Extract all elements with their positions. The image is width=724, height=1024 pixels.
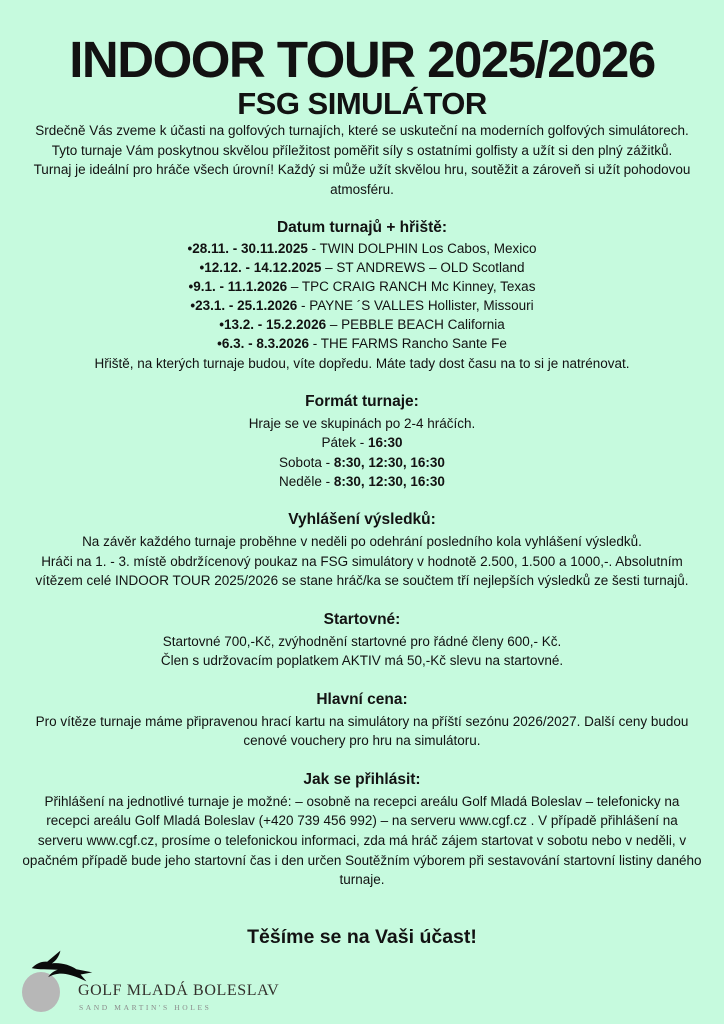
prize-section (22, 691, 702, 751)
tournament-date-row (22, 278, 702, 297)
dates-section (22, 219, 702, 373)
signup-heading: Jak se přihlásit: (303, 770, 421, 788)
day-times: 8:30, 12:30, 16:30 (333, 473, 445, 489)
tournament-venue: TWIN DOLPHIN Los Cabos, Mexico (319, 241, 537, 257)
tournament-date: •12.12. - 14.12.2025 (199, 260, 322, 276)
date-separator: - (311, 241, 317, 257)
date-separator: – (325, 260, 333, 276)
fees-heading: Startovné: (323, 610, 401, 628)
page-subtitle: FSG SIMULÁTOR (237, 86, 487, 122)
format-section (22, 393, 702, 491)
tournament-date-row (22, 316, 702, 335)
logo-club-name: GOLF MLADÁ BOLESLAV (78, 982, 280, 999)
golf-club-logo (20, 946, 280, 1016)
tournament-date-row (22, 335, 702, 354)
signup-section (22, 771, 702, 890)
day-times: 8:30, 12:30, 16:30 (333, 454, 445, 470)
fees-section (22, 611, 702, 671)
intro-paragraph-2: Turnaj je ideální pro hráče všech úrovní! Každý si může užít skvělou hru, soutěžit a zároveň si užít pohodovou atmosféru. (33, 162, 691, 197)
tournament-date: •6.3. - 8.3.2026 (217, 335, 309, 351)
format-day-row (22, 433, 702, 452)
page-title: INDOOR TOUR 2025/2026 (69, 31, 655, 88)
format-groups-line: Hraje se ve skupinách po 2-4 hráčích. (248, 416, 476, 432)
prize-heading: Hlavní cena: (316, 690, 408, 708)
logo-tagline: SAND MARTIN'S HOLES (79, 1003, 212, 1012)
day-label: Sobota - (279, 454, 331, 470)
tournament-venue: TPC CRAIG RANCH Mc Kinney, Texas (301, 279, 536, 295)
tournament-date: •9.1. - 11.1.2026 (188, 279, 288, 295)
results-heading: Vyhlášení výsledků: (288, 510, 436, 528)
date-separator: – (290, 279, 299, 295)
fees-line-1: Startovné 700,-Kč, zvýhodnění startovné pro řádné členy 600,- Kč. (162, 633, 562, 649)
date-separator: – (329, 316, 338, 332)
format-day-row (22, 453, 702, 472)
date-separator: - (301, 298, 306, 314)
results-paragraph-2: Hráči na 1. - 3. místě obdržícenový poukaz na FSG simulátory v hodnotě 2.500, 1.500 a 1000,-. Absolutním vítězem celé INDOOR TOUR 2025/2026 se stane hráč/ka se součtem tří nejlepších výsledků ze šesti turnajů. (35, 553, 689, 589)
tournament-date: •23.1. - 25.1.2026 (190, 298, 298, 314)
date-separator: - (312, 335, 318, 351)
results-section (22, 511, 702, 591)
tournament-date: •28.11. - 30.11.2025 (187, 241, 308, 257)
intro-paragraph-1: Srdečně Vás zveme k účasti na golfových turnajích, které se uskuteční na moderních golfových simulátorech. Tyto turnaje Vám poskytnou skvělou příležitost poměřit síly s ostatními golfisty a užít si den plný zážitků. (35, 123, 689, 158)
day-label: Neděle - (279, 473, 331, 489)
results-paragraph-1: Na závěr každého turnaje proběhne v neděli po odehrání posledního kola vyhlášení výsledků. (82, 533, 642, 549)
tournament-date-row (22, 259, 702, 278)
format-heading: Formát turnaje: (305, 393, 419, 411)
day-label: Pátek - (321, 435, 365, 451)
tournament-date-row (22, 240, 702, 259)
prize-text: Pro vítěze turnaje máme připravenou hrací kartu na simulátory na příští sezónu 2026/2027. Další ceny budou cenové vouchery pro hru na simulátoru. (35, 713, 689, 749)
day-times: 16:30 (368, 435, 403, 451)
fees-line-2: Člen s udržovacím poplatkem AKTIV má 50,-Kč slevu na startovné. (160, 653, 564, 669)
tournament-venue: PEBBLE BEACH California (341, 316, 505, 332)
dates-heading: Datum turnajů + hřiště: (276, 219, 448, 237)
signup-text: Přihlášení na jednotlivé turnaje je možné: – osobně na recepci areálu Golf Mladá Boleslav – telefonicky na recepci areálu Golf Mladá Boleslav (+420 739 456 992) – na serveru www.cgf.cz . V případě přihlášení na serveru www.cgf.cz, prosíme o telefonickou informaci, zda má hráč zájem startovat v sobotu nebo v neděli, v opačném případě bude jeho startovní čas i den určen Soutěžním výborem při sestavování startovní listiny daného turnaje. (22, 793, 702, 888)
tournament-venue: PAYNE ´S VALLES Hollister, Missouri (309, 298, 534, 314)
format-day-row (22, 472, 702, 491)
swallow-bird-icon (30, 949, 94, 983)
tournament-date: •13.2. - 15.2.2026 (219, 316, 327, 332)
tournament-date-row (22, 297, 702, 316)
tournament-venue: ST ANDREWS – OLD Scotland (336, 260, 525, 276)
dates-note: Hřiště, na kterých turnaje budou, víte dopředu. Máte tady dost času na to si je natrénovat. (94, 355, 630, 371)
closing-message: Těšíme se na Vaši účast! (247, 925, 477, 948)
tournament-venue: THE FARMS Rancho Sante Fe (320, 335, 507, 351)
